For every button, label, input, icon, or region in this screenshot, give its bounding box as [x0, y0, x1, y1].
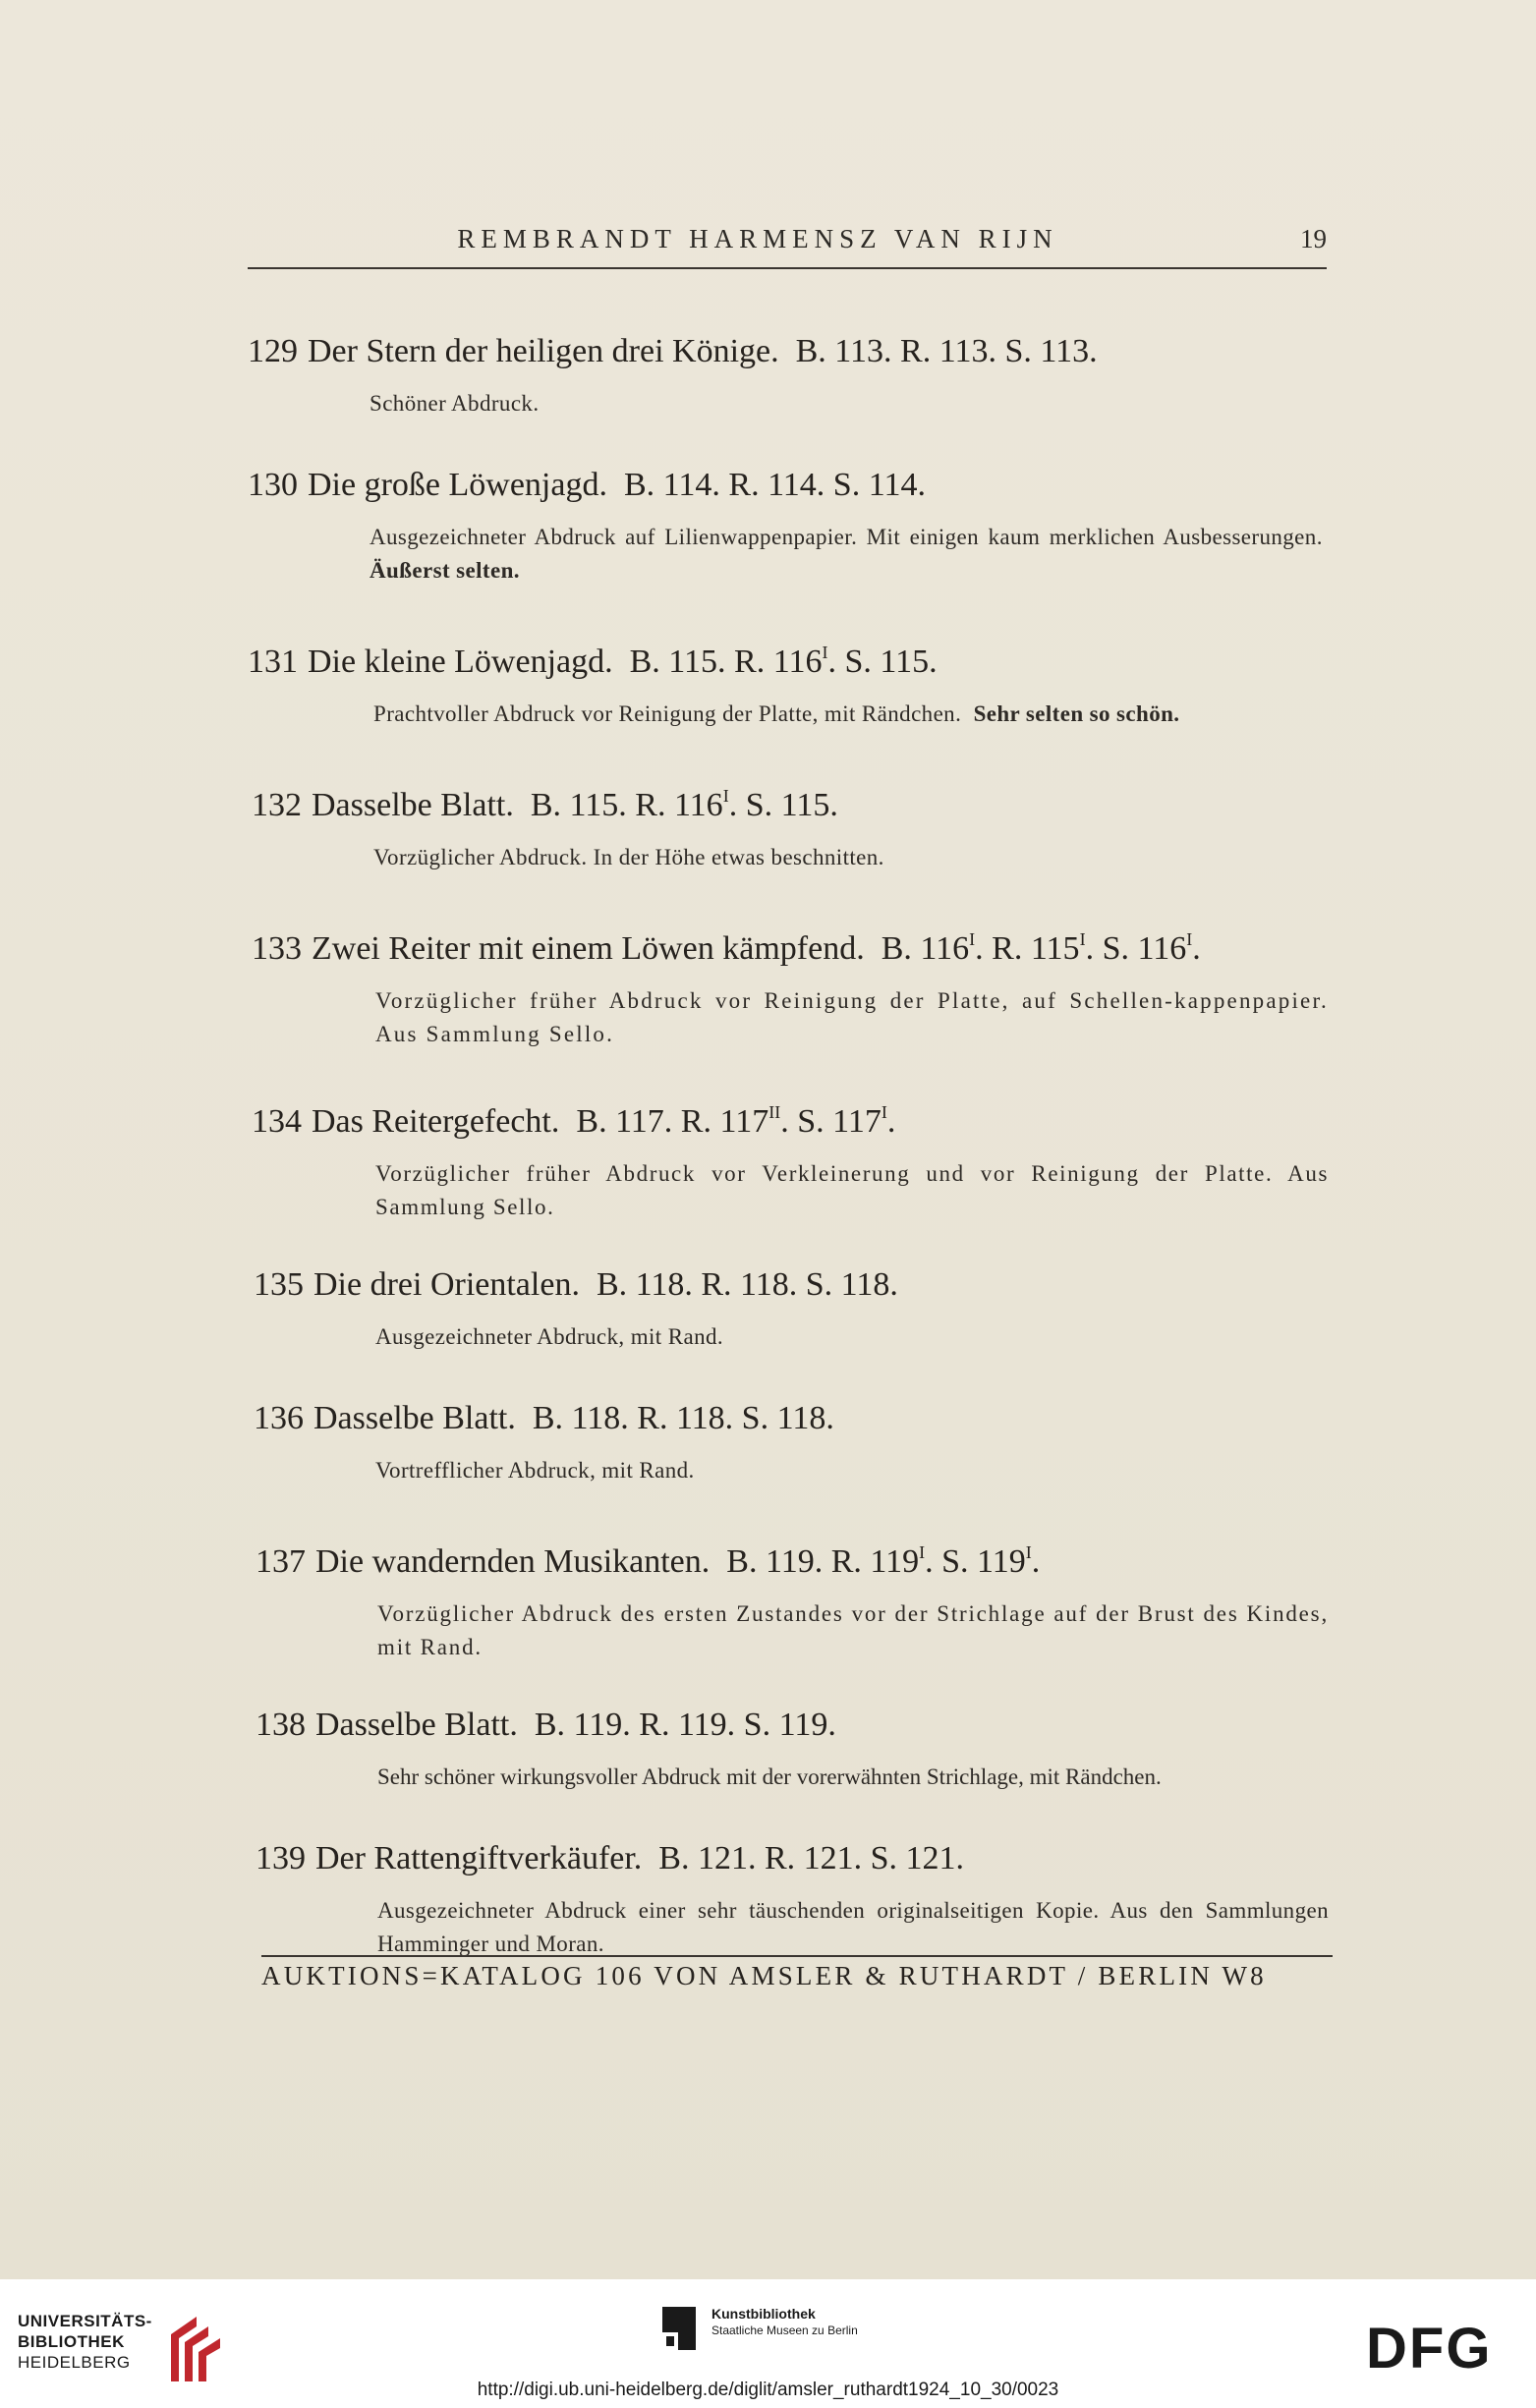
entry-references: B. 113. R. 113. S. 113.: [795, 333, 1098, 369]
kunstbibliothek-logo[interactable]: [656, 2303, 912, 2358]
entry-description: Ausgezeichneter Abdruck einer sehr täuschenden originalseitigen Kopie. Aus den Sammlungen Hamminger und Moran.: [377, 1898, 1329, 1956]
entry-description: Ausgezeichneter Abdruck, mit Rand.: [375, 1324, 724, 1349]
entry-title: Das Reitergefecht.: [312, 1103, 560, 1140]
entry-references: B. 118. R. 118. S. 118.: [596, 1266, 898, 1303]
entry-heading: [254, 1263, 1329, 1307]
entry-132: [252, 774, 1329, 874]
page-number: 19: [1300, 224, 1327, 253]
entry-133: [252, 918, 1329, 1051]
ref-text: .: [1031, 1543, 1041, 1580]
ref-text: . S. 116: [1085, 930, 1187, 967]
entry-139: [256, 1837, 1329, 1961]
entry-title: Die große Löwenjagd.: [308, 467, 607, 503]
entry-references: B. 118. R. 118. S. 118.: [532, 1400, 834, 1436]
entry-number: 130: [248, 467, 298, 503]
state-superscript: I: [881, 1102, 887, 1122]
entry-heading: [248, 464, 1329, 507]
footer-rule: [261, 1955, 1333, 1957]
entry-136: [254, 1397, 1329, 1487]
state-superscript: I: [1079, 929, 1086, 949]
ref-text: B. 116: [881, 930, 970, 967]
entry-emphasis: Äußerst selten.: [370, 558, 520, 583]
entry-heading: [248, 631, 1329, 684]
entry-title: Die drei Orientalen.: [313, 1266, 580, 1303]
entry-number: 131: [248, 644, 298, 680]
entry-description-text: Prachtvoller Abdruck vor Reinigung der Platte, mit Rändchen.: [373, 701, 962, 726]
kunstbibliothek-text: [711, 2305, 858, 2338]
entry-references: [630, 644, 938, 680]
entry-number: 136: [254, 1400, 304, 1436]
entry-number: 134: [252, 1103, 302, 1140]
kunstbibliothek-icon: [656, 2303, 704, 2354]
entry-description: Vorzüglicher früher Abdruck vor Reinigung der Platte, auf Schellen‑kappenpapier. Aus Sammlung Sello.: [375, 988, 1329, 1046]
entry-130: [248, 464, 1329, 588]
state-superscript: II: [768, 1102, 781, 1122]
entry-heading: [252, 918, 1329, 971]
entry-138: [256, 1704, 1329, 1794]
entry-number: 132: [252, 787, 302, 823]
entry-references: [726, 1543, 1040, 1580]
entry-title: Dasselbe Blatt.: [315, 1707, 518, 1743]
entry-129: [248, 330, 1329, 420]
ref-text: .: [1192, 930, 1201, 967]
entry-number: 129: [248, 333, 298, 369]
state-superscript: I: [1186, 929, 1193, 949]
digitization-bar: [0, 2279, 1536, 2408]
ref-text: B. 115. R. 116: [530, 787, 723, 823]
ub-logo-line-2: BIBLIOTHEK: [18, 2332, 125, 2351]
entry-description-text: Ausgezeichneter Abdruck auf Lilienwappenpapier. Mit einigen kaum merklichen Ausbesserungen.: [370, 525, 1323, 549]
entry-135: [254, 1263, 1329, 1354]
entry-description: Vorzüglicher Abdruck. In der Höhe etwas beschnitten.: [373, 845, 884, 869]
entry-description: Vortrefflicher Abdruck, mit Rand.: [375, 1458, 695, 1483]
state-superscript: I: [1025, 1542, 1032, 1562]
ref-text: . S. 115.: [728, 787, 838, 823]
entry-number: 137: [256, 1543, 306, 1580]
ref-text: .: [886, 1103, 896, 1140]
ub-logo-line-1: UNIVERSITÄTS-: [18, 2312, 152, 2330]
ub-heidelberg-logo[interactable]: [18, 2311, 224, 2389]
state-superscript: I: [919, 1542, 926, 1562]
entry-number: 138: [256, 1707, 306, 1743]
entry-heading: [256, 1704, 1329, 1747]
entry-title: Die wandernden Musikanten.: [315, 1543, 711, 1580]
entry-number: 139: [256, 1840, 306, 1876]
entry-description: [370, 521, 1329, 588]
page-header: [248, 224, 1327, 269]
entry-number: 135: [254, 1266, 304, 1303]
entry-heading: [252, 1091, 1329, 1144]
header-rule: [248, 267, 1327, 269]
entry-title: Dasselbe Blatt.: [312, 787, 514, 823]
entry-description: Vorzüglicher Abdruck des ersten Zustandes vor der Strichlage auf der Brust des Kindes, mit Rand.: [377, 1601, 1329, 1659]
entry-heading: [252, 774, 1329, 827]
entry-references: B. 119. R. 119. S. 119.: [534, 1707, 836, 1743]
catalog-footer: AUKTIONS=KATALOG 106 VON AMSLER & RUTHARDT / BERLIN W8: [261, 1961, 1267, 1990]
entry-title: Zwei Reiter mit einem Löwen kämpfend.: [312, 930, 865, 967]
state-superscript: I: [969, 929, 976, 949]
entry-description: [373, 698, 1329, 731]
entry-description: Vorzüglicher früher Abdruck vor Verkleinerung und vor Reinigung der Platte. Aus Sammlung Sello.: [375, 1161, 1329, 1219]
permalink-url[interactable]: http://digi.ub.uni-heidelberg.de/diglit/amsler_ruthardt1924_10_30/0023: [477, 2380, 1059, 2400]
entry-131: [248, 631, 1329, 731]
entry-heading: [256, 1837, 1329, 1880]
entry-heading: [248, 330, 1329, 373]
ub-arch-icon: [163, 2313, 226, 2383]
entry-references: [576, 1103, 895, 1140]
state-superscript: I: [822, 643, 828, 662]
running-title: REMBRANDT HARMENSZ VAN RIJN: [457, 224, 1058, 253]
entry-number: 133: [252, 930, 302, 967]
entry-137: [256, 1531, 1329, 1664]
kunstbibliothek-name: Kunstbibliothek: [711, 2306, 816, 2322]
entry-references: B. 114. R. 114. S. 114.: [623, 467, 926, 503]
entry-references: [531, 787, 838, 823]
entry-references: B. 121. R. 121. S. 121.: [658, 1840, 965, 1876]
ref-text: B. 115. R. 116: [629, 644, 823, 680]
entry-title: Dasselbe Blatt.: [313, 1400, 516, 1436]
entry-title: Der Rattengiftverkäufer.: [315, 1840, 643, 1876]
entry-title: Der Stern der heiligen drei Könige.: [308, 333, 779, 369]
entry-references: [882, 930, 1201, 967]
ub-logo-line-3: HEIDELBERG: [18, 2353, 131, 2372]
dfg-logo[interactable]: DFG: [1366, 2317, 1493, 2380]
ref-text: . R. 115: [975, 930, 1080, 967]
entry-heading: [254, 1397, 1329, 1440]
entry-134: [252, 1091, 1329, 1224]
state-superscript: I: [722, 786, 729, 806]
entry-heading: [256, 1531, 1329, 1584]
ref-text: B. 117. R. 117: [576, 1103, 769, 1140]
entry-title: Die kleine Löwenjagd.: [308, 644, 613, 680]
entry-description: Schöner Abdruck.: [370, 391, 540, 416]
ref-text: B. 119. R. 119: [726, 1543, 920, 1580]
ref-text: . S. 119: [925, 1543, 1026, 1580]
kunstbibliothek-subtitle: Staatliche Museen zu Berlin: [711, 2324, 858, 2337]
entry-emphasis: Sehr selten so schön.: [973, 701, 1180, 726]
entry-description: Sehr schöner wirkungsvoller Abdruck mit der vorerwähnten Strichlage, mit Rändchen.: [377, 1764, 1162, 1789]
ref-text: . S. 117: [780, 1103, 882, 1140]
catalog-entries: [248, 330, 1329, 1961]
ref-text: . S. 115.: [827, 644, 938, 680]
